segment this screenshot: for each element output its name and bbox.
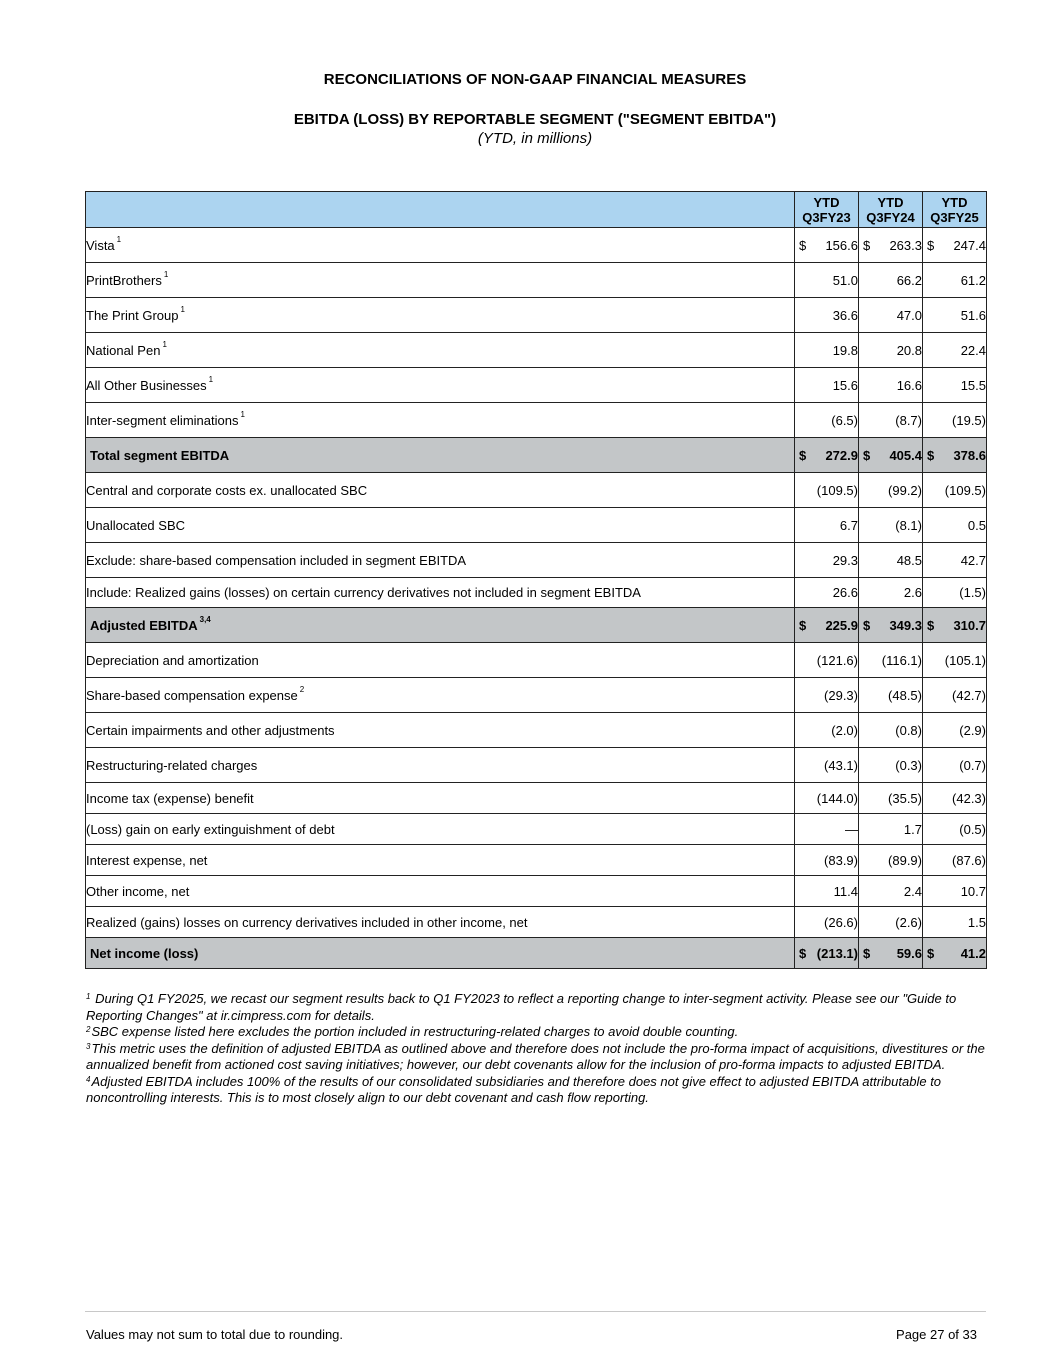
total-row [86,938,987,969]
value-cell: (8.7) [859,403,923,438]
segment-ebitda-table [85,191,987,969]
value-cell: (109.5) [923,473,987,508]
column-header: YTD Q3FY25 [923,192,987,228]
row-label: PrintBrothers $^1$ [86,263,795,298]
row-label: Unallocated SBC [86,508,795,543]
table-row [86,713,987,748]
value-cell: 26.6 [795,578,859,608]
row-label: Income tax (expense) benefit [86,783,795,814]
value-cell: 20.8 [859,333,923,368]
table-header-row [86,192,987,228]
row-label: Adjusted EBITDA $^{3,4}$ [86,608,795,643]
value-cell: $ 247.4 [923,228,987,263]
value-cell: (26.6) [795,907,859,938]
value-cell: 15.6 [795,368,859,403]
value-cell: 2.6 [859,578,923,608]
table-row [86,333,987,368]
footer-divider [85,1311,986,1312]
value-cell: (29.3) [795,678,859,713]
value-cell: 11.4 [795,876,859,907]
value-cell: (35.5) [859,783,923,814]
value-cell: 51.6 [923,298,987,333]
value-cell: (83.9) [795,845,859,876]
value-cell: $ 263.3 [859,228,923,263]
value-cell: 51.0 [795,263,859,298]
value-cell: 0.5 [923,508,987,543]
table-row [86,845,987,876]
table-row [86,473,987,508]
footnote: $^2$SBC expense listed here excludes the portion included in restructuring-related charges to avoid double counting. [86,1024,739,1039]
table-row [86,643,987,678]
value-cell: (2.6) [859,907,923,938]
row-label: The Print Group $^1$ [86,298,795,333]
value-cell: (2.9) [923,713,987,748]
total-row [86,438,987,473]
value-cell: 36.6 [795,298,859,333]
value-cell: (8.1) [859,508,923,543]
value-cell: (42.3) [923,783,987,814]
table-row [86,907,987,938]
value-cell: 16.6 [859,368,923,403]
table-row [86,578,987,608]
table-row [86,678,987,713]
value-cell: (121.6) [795,643,859,678]
row-label: Depreciation and amortization [86,643,795,678]
value-cell: 48.5 [859,543,923,578]
value-cell: (1.5) [923,578,987,608]
value-cell: (0.3) [859,748,923,783]
footnote: $^3$This metric uses the definition of adjusted EBITDA as outlined above and therefore does not include the pro-forma impact of acquisitions, divestitures or the annualized benefit from actioned cost saving initiatives; however, our debt covenants allow for the inclusion of pro-forma impacts to adjusted EBITDA. [86,1040,985,1072]
value-cell: 66.2 [859,263,923,298]
table-row [86,403,987,438]
value-cell: (99.2) [859,473,923,508]
table-row [86,783,987,814]
table-row [86,228,987,263]
row-label: Share-based compensation expense $^2$ [86,678,795,713]
table-row [86,814,987,845]
value-cell: (19.5) [923,403,987,438]
value-cell: $ 59.6 [859,938,923,969]
value-cell: 19.8 [795,333,859,368]
value-cell: 2.4 [859,876,923,907]
value-cell: 42.7 [923,543,987,578]
row-label: Realized (gains) losses on currency derivatives included in other income, net [86,907,795,938]
row-label: Total segment EBITDA [86,438,795,473]
header-blank [86,192,795,228]
page-title: RECONCILIATIONS OF NON-GAAP FINANCIAL MEASURES [323,71,747,88]
value-cell: (89.9) [859,845,923,876]
table-row [86,298,987,333]
value-cell: (87.6) [923,845,987,876]
value-cell: $ 156.6 [795,228,859,263]
value-cell: (0.8) [859,713,923,748]
value-cell: (105.1) [923,643,987,678]
rounding-note: Values may not sum to total due to rounding. [86,1327,344,1342]
table-row [86,543,987,578]
value-cell: 1.7 [859,814,923,845]
row-label: All Other Businesses $^1$ [86,368,795,403]
value-cell: 10.7 [923,876,987,907]
row-label: Net income (loss) [86,938,795,969]
value-cell: 15.5 [923,368,987,403]
value-cell: (0.5) [923,814,987,845]
value-cell: (42.7) [923,678,987,713]
value-cell: (6.5) [795,403,859,438]
row-label: Vista $^1$ [86,228,795,263]
value-cell: 61.2 [923,263,987,298]
value-cell: $ 225.9 [795,608,859,643]
value-cell: (144.0) [795,783,859,814]
table-units: (YTD, in millions) [477,130,593,147]
total-row [86,608,987,643]
table-subtitle: EBITDA (LOSS) BY REPORTABLE SEGMENT ("SEGMENT EBITDA") [293,111,777,128]
value-cell: (48.5) [859,678,923,713]
value-cell: (0.7) [923,748,987,783]
row-label: Restructuring-related charges [86,748,795,783]
column-header: YTD Q3FY24 [859,192,923,228]
row-label: Certain impairments and other adjustments [86,713,795,748]
footnote: $^4$Adjusted EBITDA includes 100% of the results of our consolidated subsidiaries and therefore does not give effect to adjusted EBITDA attributable to noncontrolling interests. This is to most closely align to our debt covenant and cash flow reporting. [86,1073,942,1105]
page-number: Page 27 of 33 [896,1327,977,1342]
value-cell: 22.4 [923,333,987,368]
value-cell: 6.7 [795,508,859,543]
value-cell: (116.1) [859,643,923,678]
value-cell: (2.0) [795,713,859,748]
value-cell: $ 310.7 [923,608,987,643]
row-label: National Pen $^1$ [86,333,795,368]
row-label: Inter-segment eliminations $^1$ [86,403,795,438]
footnotes [86,991,991,1107]
value-cell: 1.5 [923,907,987,938]
value-cell: $ 378.6 [923,438,987,473]
value-cell: $ (213.1) [795,938,859,969]
value-cell: 47.0 [859,298,923,333]
value-cell: — [795,814,859,845]
table-row [86,748,987,783]
table-row [86,368,987,403]
table-row [86,263,987,298]
value-cell: 29.3 [795,543,859,578]
value-cell: $ 349.3 [859,608,923,643]
table-row [86,876,987,907]
value-cell: (43.1) [795,748,859,783]
column-header: YTD Q3FY23 [795,192,859,228]
value-cell: $ 272.9 [795,438,859,473]
value-cell: $ 405.4 [859,438,923,473]
table-row [86,508,987,543]
row-label: (Loss) gain on early extinguishment of debt [86,814,795,845]
row-label: Central and corporate costs ex. unallocated SBC [86,473,795,508]
row-label: Include: Realized gains (losses) on certain currency derivatives not included in segment EBITDA [86,578,795,608]
footnote: $^1$ During Q1 FY2025, we recast our segment results back to Q1 FY2023 to reflect a reporting change to inter-segment activity. Please see our "Guide to Reporting Changes" at ir.cimpress.com for details. [86,991,957,1023]
value-cell: (109.5) [795,473,859,508]
row-label: Exclude: share-based compensation included in segment EBITDA [86,543,795,578]
row-label: Other income, net [86,876,795,907]
value-cell: $ 41.2 [923,938,987,969]
row-label: Interest expense, net [86,845,795,876]
